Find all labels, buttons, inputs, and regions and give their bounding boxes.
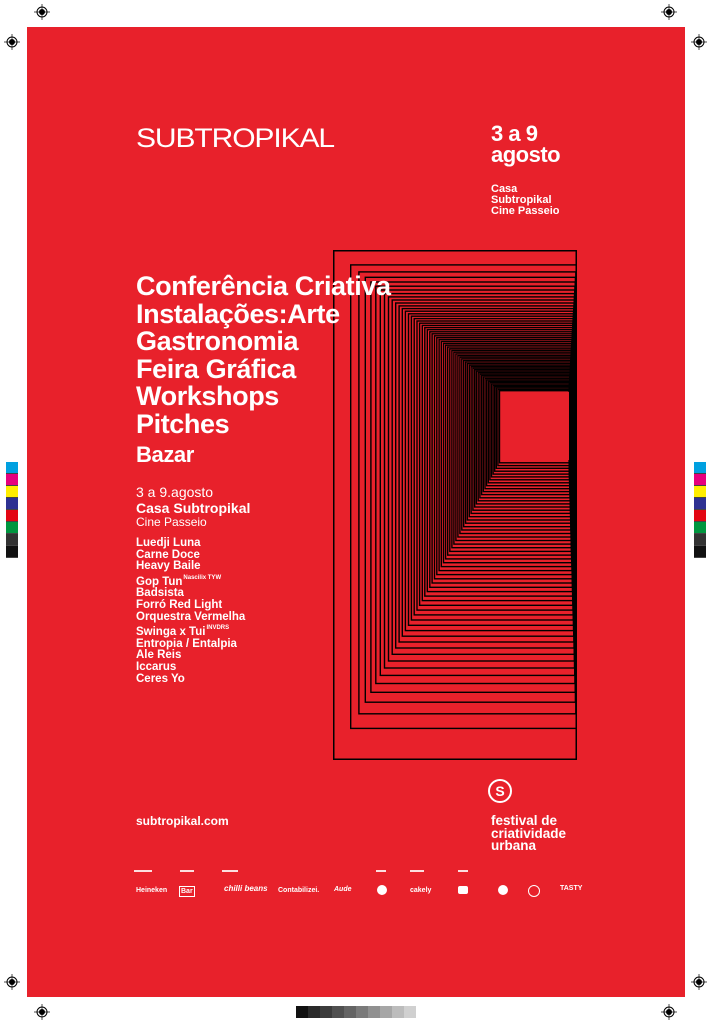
schedule-block xyxy=(136,484,250,528)
artist-item xyxy=(136,573,245,589)
sponsor-category-label xyxy=(376,870,386,872)
sponsor-category-label xyxy=(410,870,424,872)
registration-mark-icon xyxy=(691,34,707,50)
artist-name: Heavy Baile xyxy=(136,560,201,573)
tagline-line: criatividade xyxy=(491,825,567,841)
artist-name: Badsista xyxy=(136,587,184,600)
sponsor-logo-bar: Bar xyxy=(181,888,193,895)
sponsor-category-label xyxy=(134,870,152,872)
artist-name: Ceres Yo xyxy=(136,672,185,685)
registration-mark-icon xyxy=(4,34,20,50)
artist-name: Orquestra Vermelha xyxy=(136,610,246,623)
program-item: Feira Gráfica xyxy=(136,353,296,384)
sponsor-logo-round-icon xyxy=(498,885,508,895)
sponsor-logo-ring-icon xyxy=(528,885,540,897)
artist-item xyxy=(136,561,245,573)
sponsor-logo-aude: Aude xyxy=(334,886,352,893)
artist-item xyxy=(136,623,245,639)
s-wave-circle-icon: S xyxy=(488,779,512,803)
registration-mark-icon xyxy=(34,1004,50,1020)
registration-mark-icon xyxy=(4,974,20,990)
tagline-line: urbana xyxy=(491,838,537,853)
artist-item xyxy=(136,612,245,624)
venue-line: Casa xyxy=(491,183,518,195)
event-venue xyxy=(491,184,559,217)
poster xyxy=(27,27,685,997)
artist-name: Carne Doce xyxy=(136,548,200,561)
artist-name: Iccarus xyxy=(136,660,177,673)
website-link[interactable]: subtropikal.com xyxy=(136,814,229,828)
festival-tagline xyxy=(491,815,566,853)
schedule-dates: 3 a 9.agosto xyxy=(136,484,214,500)
artist-lineup xyxy=(136,538,245,685)
sponsor-category-label xyxy=(458,870,468,872)
program-item-bazar: Bazar xyxy=(136,442,194,467)
schedule-venue: Casa Subtropikal xyxy=(136,500,251,516)
artist-name: Entropia / Entalpia xyxy=(136,637,237,650)
program-item: Instalações:Arte xyxy=(136,298,340,329)
schedule-sub-venue: Cine Passeio xyxy=(136,515,207,529)
sponsor-logo-tasty: TASTY xyxy=(560,885,583,892)
registration-mark-icon xyxy=(661,1004,677,1020)
grayscale-calibration-bar xyxy=(296,1006,416,1018)
sponsor-category-label xyxy=(222,870,238,872)
dates-line-1: 3 a 9 xyxy=(491,121,538,146)
subtropikal-logo xyxy=(136,123,336,151)
venue-line: Cine Passeio xyxy=(491,205,560,217)
event-dates xyxy=(491,123,560,165)
program-list xyxy=(136,273,391,472)
sponsor-category-label xyxy=(180,870,194,872)
artist-name: Forró Red Light xyxy=(136,598,223,611)
sponsor-logo-chilli-beans: chilli beans xyxy=(224,884,268,893)
venue-line: Subtropikal xyxy=(491,194,552,206)
tagline-line: festival de xyxy=(491,813,558,828)
artist-item xyxy=(136,674,245,686)
artist-name: Luedji Luna xyxy=(136,537,201,549)
program-item: Pitches xyxy=(136,408,230,439)
artist-collab: INVDRS xyxy=(206,625,230,632)
artist-collab: Nascilix TYW xyxy=(183,574,222,581)
program-item: Gastronomia xyxy=(136,326,299,356)
svg-text:SUBTROPIKAL: SUBTROPIKAL xyxy=(136,123,336,151)
program-item: Conferência Criativa xyxy=(136,271,391,301)
color-calibration-bar-left xyxy=(6,462,18,558)
sponsor-logo-cakely: cakely xyxy=(410,887,432,894)
artist-name: Swinga x Tui xyxy=(136,626,206,639)
sponsor-logo-contabilizei: Contabilizei. xyxy=(278,887,320,894)
program-item: Workshops xyxy=(136,381,279,411)
dates-line-2: agosto xyxy=(491,142,561,167)
sponsor-logo-circle-icon xyxy=(377,885,387,895)
sponsor-strip xyxy=(132,870,582,910)
artist-name: Gop Tun xyxy=(136,575,183,588)
artist-name: Ale Reis xyxy=(136,649,182,662)
sponsor-logo-box-icon xyxy=(458,886,468,894)
sponsor-logo-heineken: Heineken xyxy=(136,887,168,894)
registration-mark-icon xyxy=(34,4,50,20)
registration-mark-icon xyxy=(691,974,707,990)
registration-mark-icon xyxy=(661,4,677,20)
tunnel-vanishing-square xyxy=(501,392,569,460)
color-calibration-bar-right xyxy=(694,462,706,558)
